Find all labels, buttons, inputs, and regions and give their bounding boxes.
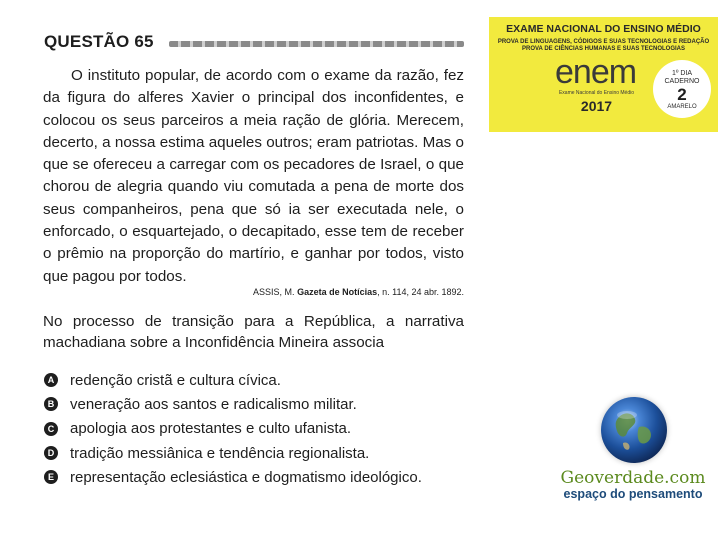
option-d[interactable] [44,441,484,465]
booklet-color: AMARELO [667,104,697,110]
source-work: Gazeta de Notícias [297,287,378,297]
exam-subject-line-2: PROVA DE CIÊNCIAS HUMANAS E SUAS TECNOLOGIAS [521,46,685,52]
passage-text: O instituto popular, de acordo com o exame da razão, fez da figura do alferes Xavier o principal dos inconfidentes, e colocou os seus parceiros a meia ração de glória. Merecem, decerto, a nossa estima aqueles outros; eram patriotas. Mas o que se ofereceu a carregar com os pecadores de Israel, o que chorou de alegria quando viu comutada a pena de morte dos seus companheiros, pena que só ia ser executada nele, o enforcado, o esquartejado, o decapitado, esse tem de receber o prêmio na proporção do martírio, e ganhar por todos, visto que pagou por todos. [43,67,464,285]
globe-icon [601,397,667,463]
option-a-letter: A [44,373,58,387]
option-b[interactable] [44,392,484,416]
option-a-text: redenção cristã e cultura cívica. [70,371,281,389]
option-a[interactable] [44,368,484,392]
source-citation [43,287,464,297]
exam-day: 1º DIA [671,70,693,77]
globe-continents [601,397,667,463]
exam-year: 2017 [580,98,613,114]
booklet-number: 2 [677,85,687,104]
header-divider [169,41,464,47]
option-c-letter: C [44,422,58,436]
watermark-name: Geoverdade.com [560,468,706,488]
enem-logo-subtitle: Exame Nacional do Ensino Médio [558,90,635,96]
answer-options [44,368,484,489]
exam-banner [489,17,718,132]
booklet-label: CADERNO [664,78,700,85]
option-d-letter: D [44,446,58,460]
question-title: QUESTÃO 65 [44,32,154,51]
option-e[interactable] [44,465,484,489]
booklet-badge [653,60,711,118]
source-author: ASSIS, M. [253,287,295,297]
question-stem: No processo de transição para a República, a narrativa machadiana sobre a Inconfidência Mineira associa [43,313,464,351]
option-c-text: apologia aos protestantes e culto ufanista. [70,420,352,438]
source-details: , n. 114, 24 abr. 1892. [377,287,464,297]
option-b-text: veneração aos santos e radicalismo militar. [70,395,357,413]
option-b-letter: B [44,397,58,411]
exam-subject-line-1: PROVA DE LINGUAGENS, CÓDIGOS E SUAS TECNOLOGIAS E REDAÇÃO [497,39,710,45]
option-e-letter: E [44,470,58,484]
enem-logo: enem [555,53,637,91]
option-c[interactable] [44,417,484,441]
question-header [44,32,464,54]
exam-title: EXAME NACIONAL DO ENSINO MÉDIO [506,23,701,35]
option-e-text: representação eclesiástica e dogmatismo ideológico. [70,468,422,486]
option-d-text: tradição messiânica e tendência regionalista. [70,444,370,462]
watermark-tagline: espaço do pensamento [563,487,703,501]
